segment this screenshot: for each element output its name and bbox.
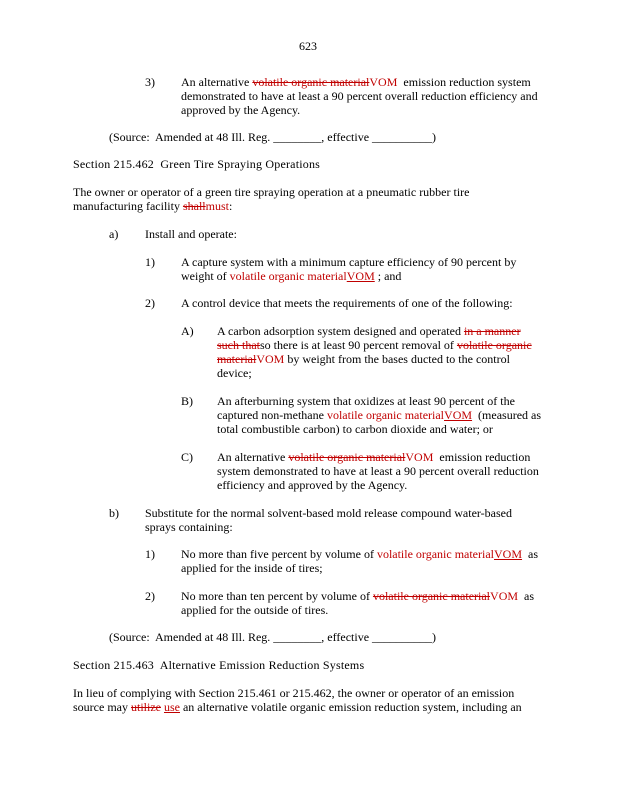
source-note: (Source: Amended at 48 Ill. Reg. ________, effective __________) [109,130,437,144]
paragraph-line: demonstrated to have at least a 90 percent overall reduction efficiency and [181,89,538,103]
deleted-text: shall [182,199,206,213]
inserted-text: must [205,199,229,213]
text-run: manufacturing facility [73,199,183,213]
paragraph-line [181,589,534,603]
paragraph-line: A control device that meets the requirements of one of the following: [181,296,513,310]
paragraph-line: applied for the outside of tires. [181,603,329,617]
page-number: 623 [299,39,317,53]
paragraph-line [217,450,530,464]
paragraph-line: applied for the inside of tires; [181,561,323,575]
item-number: C) [181,450,193,464]
paragraph-line: In lieu of complying with Section 215.461 or 215.462, the owner or operator of an emission [73,686,515,700]
inserted-text: use [163,700,180,714]
deleted-text: utilize [130,700,161,714]
text-run: source may [73,700,131,714]
text-run: emission reduction [433,450,531,464]
item-number: 1) [145,547,155,561]
deleted-text: volatile organic material [372,589,491,603]
inserted-text: volatile organic material [229,269,347,283]
item-number: A) [181,324,194,338]
inserted-text: VOM [346,269,375,283]
text-run: emission reduction system [397,75,531,89]
section-heading: Section 215.463 Alternative Emission Reduction Systems [73,658,365,672]
item-number: 1) [145,255,155,269]
paragraph-line [181,547,538,561]
text-run: ; and [374,269,402,283]
text-run: so there is at least 90 percent removal of [260,338,457,352]
item-label: b) [109,506,119,520]
paragraph-line: Substitute for the normal solvent-based mold release compound water-based [145,506,512,520]
item-number: 3) [145,75,155,89]
paragraph-line: A capture system with a minimum capture efficiency of 90 percent by [181,255,517,269]
text-run: (measured as [472,408,542,422]
text-run: as [522,547,539,561]
text-run: No more than five percent by volume of [181,547,377,561]
item-number: 2) [145,589,155,603]
text-run: A carbon adsorption system designed and operated [217,324,464,338]
inserted-text: VOM [444,408,473,422]
deleted-text: volatile organic material [252,75,370,89]
paragraph-line: Install and operate: [145,227,237,241]
inserted-text: VOM [369,75,398,89]
paragraph-line: approved by the Agency. [181,103,301,117]
paragraph-line [217,338,532,352]
paragraph-line: sprays containing: [145,520,233,534]
paragraph-line [217,352,510,366]
inserted-text: VOM [490,589,519,603]
inserted-text: VOM [405,450,434,464]
text-run: An alternative [181,75,253,89]
text-run: An alternative [217,450,289,464]
text-run: No more than ten percent by volume of [181,589,373,603]
paragraph-line [181,269,401,283]
paragraph-line: The owner or operator of a green tire spraying operation at a pneumatic rubber tire [73,185,470,199]
inserted-text: volatile organic material [376,547,495,561]
source-note: (Source: Amended at 48 Ill. Reg. ________, effective __________) [109,630,437,644]
item-number: 2) [145,296,155,310]
paragraph-line: efficiency and approved by the Agency. [217,478,408,492]
item-number: B) [181,394,193,408]
text-run: as [518,589,535,603]
paragraph-line [73,199,232,213]
inserted-text: volatile organic material [326,408,445,422]
text-run: by weight from the bases ducted to the control [284,352,510,366]
paragraph-line [181,75,531,89]
deleted-text: in a manner [463,324,521,338]
text-run: an alternative volatile organic emission reduction system, including an [179,700,522,714]
paragraph-line [217,408,541,422]
inserted-text: VOM [256,352,285,366]
deleted-text: material [217,352,257,366]
deleted-text: volatile organic material [288,450,406,464]
text-run: : [228,199,233,213]
paragraph-line: device; [217,366,252,380]
paragraph-line [217,324,521,338]
paragraph-line: An afterburning system that oxidizes at least 90 percent of the [217,394,515,408]
text-run: captured non-methane [217,408,327,422]
deleted-text: such that [217,338,260,352]
paragraph-line: system demonstrated to have at least a 90 percent overall reduction [217,464,539,478]
item-label: a) [109,227,119,241]
paragraph-line [73,700,522,714]
deleted-text: volatile organic [456,338,532,352]
text-run: weight of [181,269,230,283]
paragraph-line: total combustible carbon) to carbon dioxide and water; or [217,422,493,436]
inserted-text: VOM [494,547,523,561]
section-heading: Section 215.462 Green Tire Spraying Operations [73,157,321,171]
